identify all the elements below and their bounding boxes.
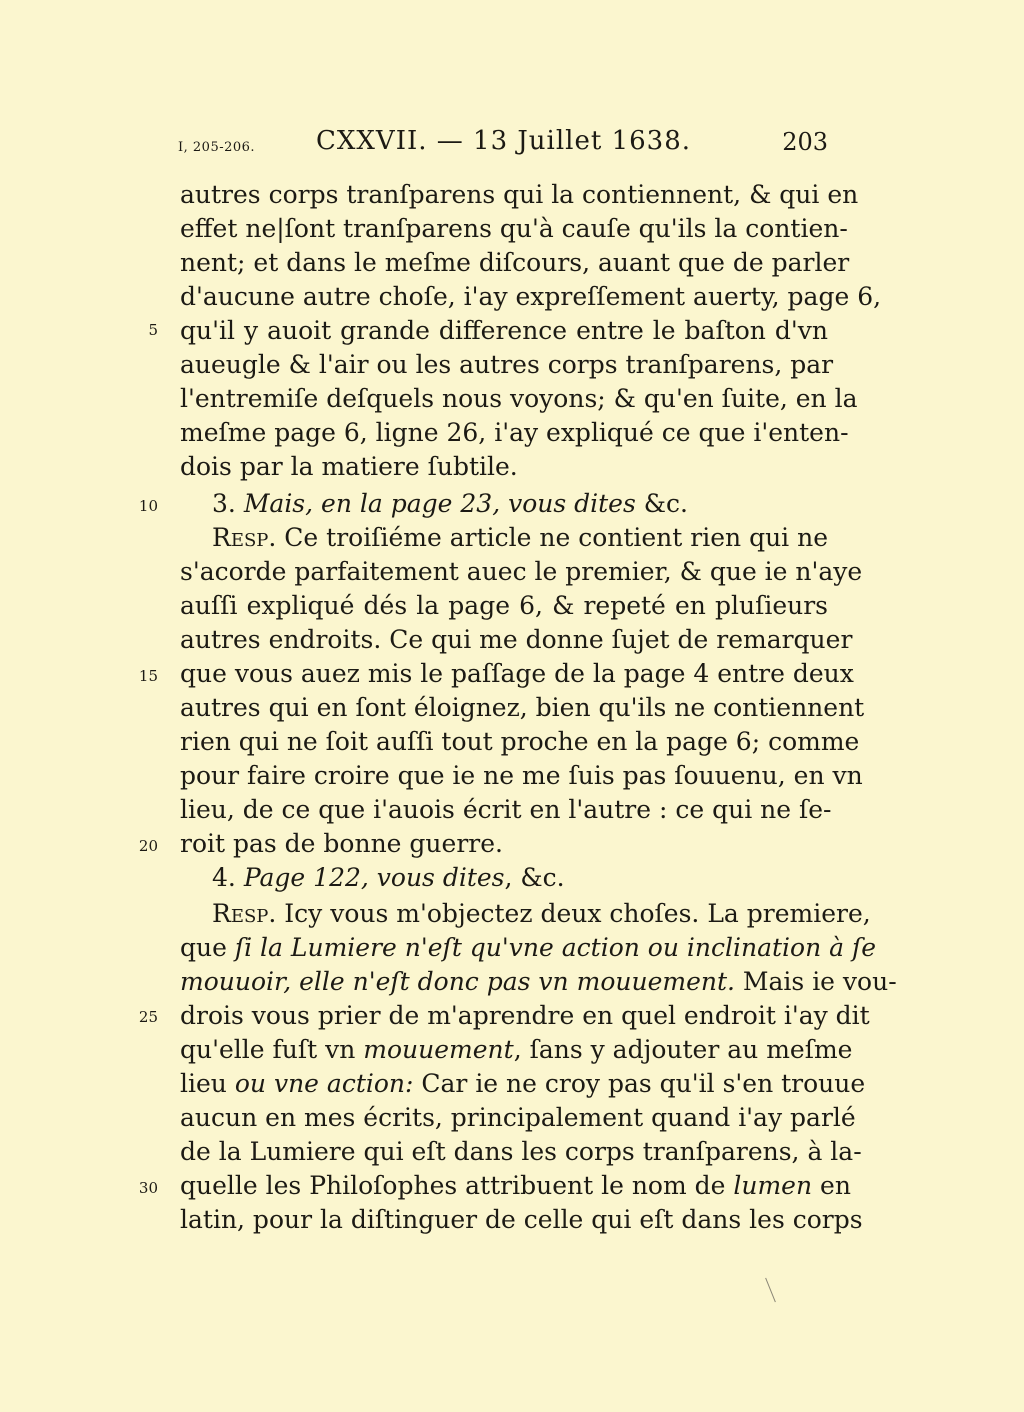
text-line: l'entremiſe deſquels nous voyons; & qu'en ſuite, en la	[180, 384, 858, 413]
text-line: que ſi la Lumiere n'eſt qu'vne action ou inclination à ſe	[180, 933, 877, 962]
text-line: autres endroits. Ce qui me donne ſujet de remarquer	[180, 625, 853, 654]
text-line: autres corps tranſparens qui la contiennent, & qui en	[180, 180, 859, 209]
text-line: d'aucune autre choſe, i'ay expreſſement auerty, page 6,	[180, 282, 882, 311]
text-line: qu'il y auoit grande difference entre le baſton d'vn	[180, 316, 828, 345]
line-number: 25	[138, 1008, 158, 1026]
text-line: Resp. Icy vous m'objectez deux choſes. La premiere,	[212, 899, 871, 928]
latin-term: lumen	[733, 1171, 813, 1200]
text-line: drois vous prier de m'aprendre en quel endroit i'ay dit	[180, 1001, 870, 1030]
text-line: aucun en mes écrits, principalement quand i'ay parlé	[180, 1103, 856, 1132]
text-line: autres qui en ſont éloignez, bien qu'ils ne contiennent	[180, 693, 865, 722]
text-line: lieu ou vne action: Car ie ne croy pas qu'il s'en trouue	[180, 1069, 866, 1098]
text-line: roit pas de bonne guerre.	[180, 829, 503, 858]
quoted-word: mouuement	[363, 1035, 514, 1064]
article-number: 3.	[212, 489, 236, 518]
text-line: qu'elle fuſt vn mouuement, ſans y adjouter au meſme	[180, 1035, 853, 1064]
text-line: que vous auez mis le paſſage de la page 4 entre deux	[180, 659, 854, 688]
text-line: aueugle & l'air ou les autres corps tranſparens, par	[180, 350, 834, 379]
text-line: pour faire croire que ie ne me ſuis pas ſouuenu, en vn	[180, 761, 863, 790]
text-line: 3. Mais, en la page 23, vous dites &c.	[212, 489, 688, 518]
page-number: 203	[782, 128, 828, 156]
line-number: 15	[138, 667, 158, 685]
quoted-passage: Page 122, vous dites	[243, 863, 505, 892]
text-line: rien qui ne ſoit auſſi tout proche en la page 6; comme	[180, 727, 860, 756]
line-number: 30	[138, 1179, 158, 1197]
text-line: dois par la matiere ſubtile.	[180, 452, 518, 481]
text-line: meſme page 6, ligne 26, i'ay expliqué ce que i'enten-	[180, 418, 849, 447]
quoted-passage: ſi la Lumiere n'eſt qu'vne action ou inclination à ſe	[234, 933, 877, 962]
text-line: nent; et dans le meſme diſcours, auant que de parler	[180, 248, 850, 277]
response-label: Resp.	[212, 523, 277, 552]
response-label: Resp.	[212, 899, 277, 928]
text-line: latin, pour la diſtinguer de celle qui eſt dans les corps	[180, 1205, 863, 1234]
quoted-passage: mouuoir, elle n'eſt donc pas vn mouuement.	[180, 967, 735, 996]
article-number: 4.	[212, 863, 236, 892]
text-line: s'acorde parfaitement auec le premier, & que ie n'aye	[180, 557, 863, 586]
text-line: de la Lumiere qui eſt dans les corps tranſparens, à la-	[180, 1137, 862, 1166]
text-line: quelle les Philoſophes attribuent le nom de lumen en	[180, 1171, 851, 1200]
quoted-phrase: ou vne action:	[234, 1069, 414, 1098]
header-title: CXXVII. — 13 Juillet 1638.	[316, 126, 692, 156]
line-number: 10	[138, 497, 158, 515]
text-line: lieu, de ce que i'auois écrit en l'autre : ce qui ne ſe-	[180, 795, 832, 824]
line-number: 20	[138, 837, 158, 855]
text-line: 4. Page 122, vous dites, &c.	[212, 863, 565, 892]
text-line: mouuoir, elle n'eſt donc pas vn mouuement. Mais ie vou-	[180, 967, 897, 996]
running-header	[0, 126, 1024, 166]
header-reference: I, 205-206.	[178, 140, 256, 155]
text-line: auſſi expliqué dés la page 6, & repeté en pluſieurs	[180, 591, 828, 620]
text-line: effet ne|ſont tranſparens qu'à cauſe qu'ils la contien-	[180, 214, 848, 243]
quoted-passage: Mais, en la page 23, vous dites	[243, 489, 636, 518]
line-number: 5	[148, 321, 158, 339]
stray-mark	[765, 1278, 776, 1302]
text-line: Resp. Ce troiſiéme article ne contient rien qui ne	[212, 523, 829, 552]
